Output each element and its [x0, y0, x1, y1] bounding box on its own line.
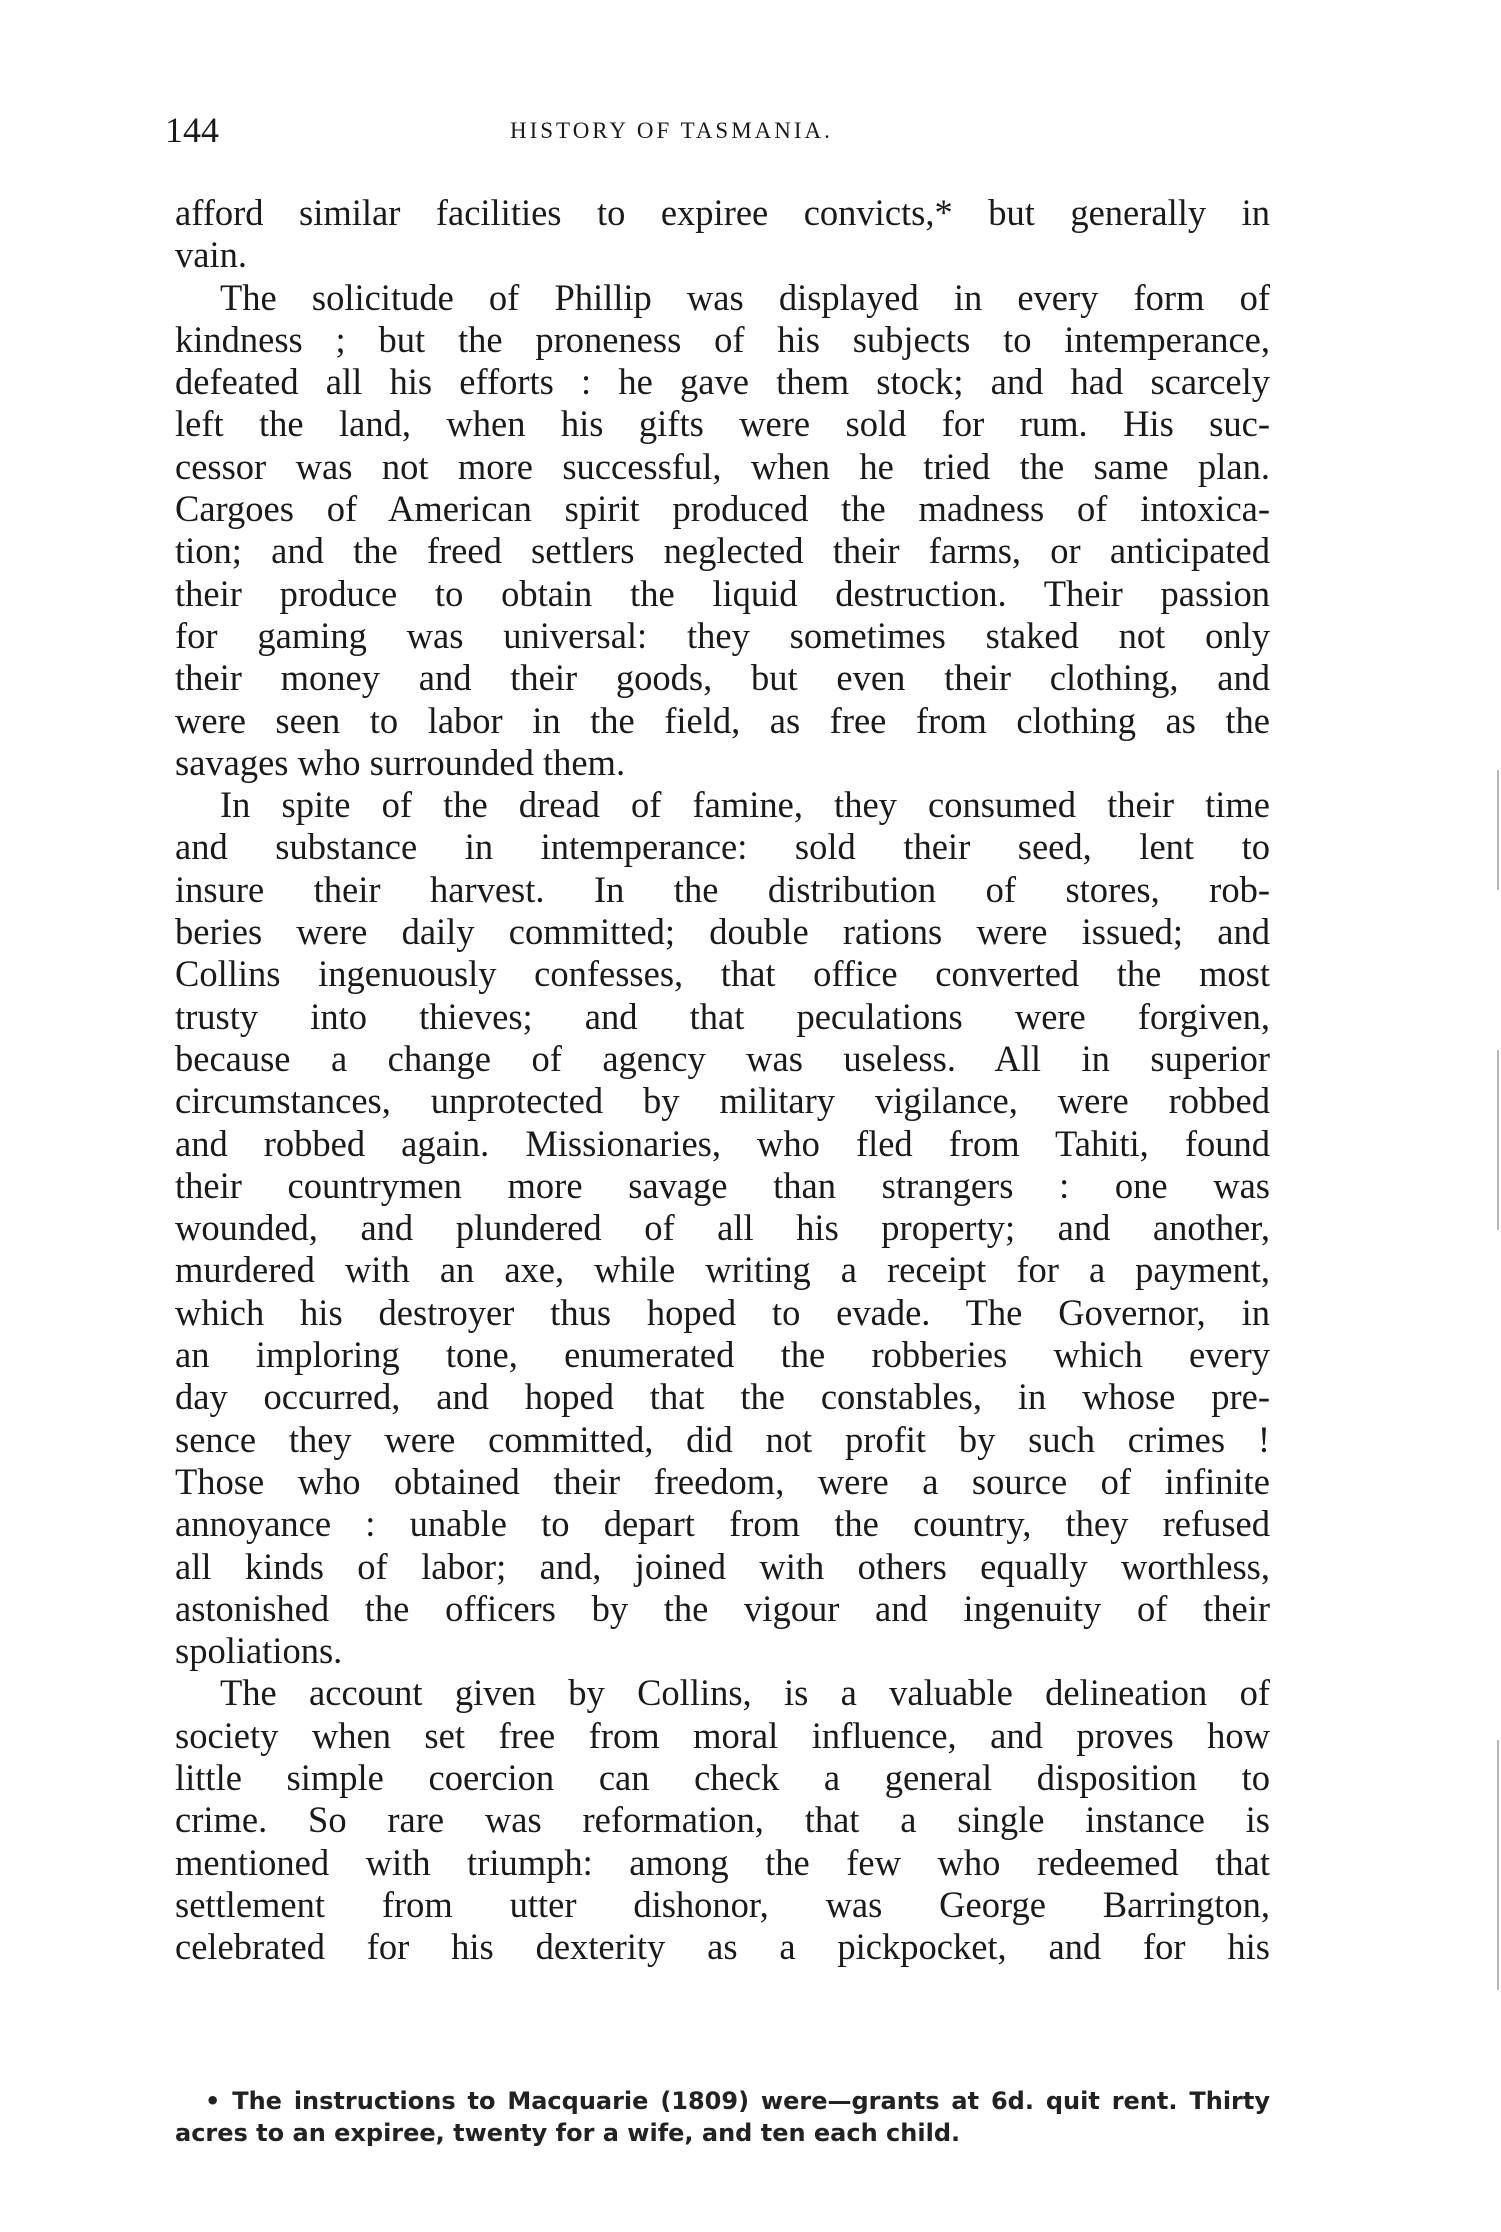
text-line: were seen to labor in the field, as free from clothing as the	[175, 699, 1270, 741]
text-line: and robbed again. Missionaries, who fled from Tahiti, found	[175, 1122, 1270, 1164]
text-line: and substance in intemperance: sold their seed, lent to	[175, 826, 1270, 868]
margin-scan-mark	[1497, 770, 1499, 890]
text-line: crime. So rare was reformation, that a single instance is	[175, 1799, 1270, 1841]
text-line: an imploring tone, enumerated the robberies which every	[175, 1334, 1270, 1376]
text-line: little simple coercion can check a general disposition to	[175, 1756, 1270, 1798]
text-line: tion; and the freed settlers neglected their farms, or anticipated	[175, 530, 1270, 572]
text-line: kindness ; but the proneness of his subjects to intemperance,	[175, 318, 1270, 360]
text-line: beries were daily committed; double rations were issued; and	[175, 911, 1270, 953]
text-line: In spite of the dread of famine, they consumed their time	[220, 784, 1270, 826]
text-line: circumstances, unprotected by military vigilance, were robbed	[175, 1080, 1270, 1122]
text-line: mentioned with triumph: among the few who redeemed that	[175, 1841, 1270, 1883]
text-line: astonished the officers by the vigour and ingenuity of their	[175, 1587, 1270, 1629]
text-line: Collins ingenuously confesses, that office converted the most	[175, 953, 1270, 995]
text-line: for gaming was universal: they sometimes staked not only	[175, 614, 1270, 656]
text-line: their countrymen more savage than strangers : one was	[175, 1164, 1270, 1206]
margin-scan-mark	[1497, 1050, 1499, 1230]
text-line: society when set free from moral influence, and proves how	[175, 1714, 1270, 1756]
text-line: trusty into thieves; and that peculations were forgiven,	[175, 995, 1270, 1037]
text-line: Cargoes of American spirit produced the madness of intoxica-	[175, 488, 1270, 530]
text-line: defeated all his efforts : he gave them stock; and had scarcely	[175, 361, 1270, 403]
text-line: cessor was not more successful, when he tried the same plan.	[175, 445, 1270, 487]
text-line: their produce to obtain the liquid destruction. Their passion	[175, 572, 1270, 614]
text-line: their money and their goods, but even their clothing, and	[175, 657, 1270, 699]
text-line: because a change of agency was useless. All in superior	[175, 1037, 1270, 1079]
text-line: murdered with an axe, while writing a receipt for a payment,	[175, 1249, 1270, 1291]
text-line: left the land, when his gifts were sold for rum. His suc-	[175, 403, 1270, 445]
text-line: settlement from utter dishonor, was George Barrington,	[175, 1883, 1270, 1925]
text-line: wounded, and plundered of all his property; and another,	[175, 1207, 1270, 1249]
text-line: savages who surrounded them.	[175, 741, 626, 783]
text-line: The solicitude of Phillip was displayed in every form of	[220, 276, 1270, 318]
text-line: all kinds of labor; and, joined with others equally worthless,	[175, 1545, 1270, 1587]
text-line: sence they were committed, did not profit by such crimes !	[175, 1418, 1270, 1460]
footnote-line: acres to an expiree, twenty for a wife, and ten each child.	[175, 2119, 961, 2147]
text-line: annoyance : unable to depart from the country, they refused	[175, 1503, 1270, 1545]
body-text	[175, 192, 1270, 1968]
text-line: which his destroyer thus hoped to evade. The Governor, in	[175, 1291, 1270, 1333]
footnote	[175, 2085, 1270, 2149]
text-line: insure their harvest. In the distribution of stores, rob-	[175, 868, 1270, 910]
text-line: afford similar facilities to expiree convicts,* but generally in	[175, 192, 1270, 233]
text-line: day occurred, and hoped that the constables, in whose pre-	[175, 1376, 1270, 1418]
text-line: The account given by Collins, is a valuable delineation of	[220, 1672, 1270, 1714]
page-header	[165, 108, 1273, 152]
margin-scan-mark	[1497, 1740, 1499, 1990]
running-head: HISTORY OF TASMANIA.	[510, 118, 833, 143]
text-line: celebrated for his dexterity as a pickpocket, and for his	[175, 1926, 1270, 1968]
text-line: spoliations.	[175, 1630, 343, 1672]
text-line: Those who obtained their freedom, were a source of infinite	[175, 1460, 1270, 1502]
page-number: 144	[165, 110, 219, 150]
footnote-line: • The instructions to Macquarie (1809) were—grants at 6d. quit rent. Thirty	[205, 2087, 1270, 2115]
text-line: vain.	[175, 234, 247, 276]
